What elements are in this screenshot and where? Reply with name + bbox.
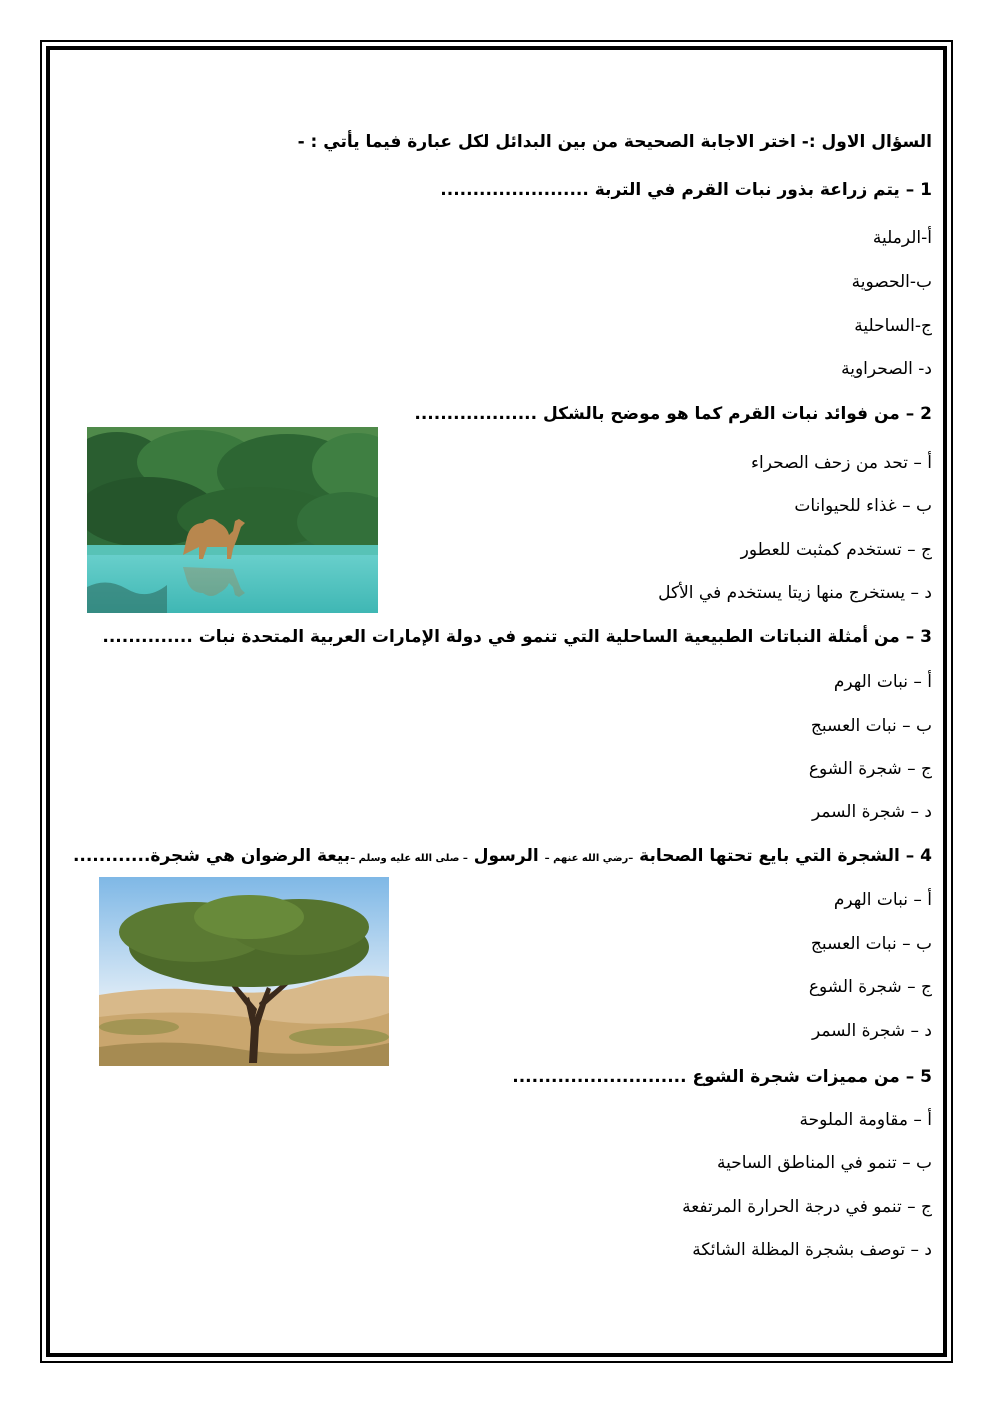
question-4-option-a: أ – نبات الهرم: [833, 890, 932, 910]
question-1-option-d: د- الصحراوية: [841, 359, 932, 379]
question-3-option-b: ب – نبات العسبج: [810, 716, 932, 736]
question-2-option-b: ب – غذاء للحيوانات: [794, 496, 932, 516]
question-4-stem-part2: –رضي الله عنهم –: [544, 853, 634, 864]
question-3-option-c: ج – شجرة الشوع: [808, 759, 932, 779]
question-instruction: السؤال الاول :- اختر الاجابة الصحيحة من بين البدائل لكل عبارة فيما يأتي : -: [297, 132, 932, 152]
question-5-stem: 5 – من مميزات شجرة الشوع ...........................: [512, 1067, 932, 1087]
question-1-option-b: ب-الحصوية: [851, 272, 932, 292]
question-4-option-d: د – شجرة السمر: [811, 1021, 932, 1041]
question-5-option-d: د – توصف بشجرة المظلة الشائكة: [692, 1240, 932, 1260]
question-2-option-d: د – يستخرج منها زيتا يستخدم في الأكل: [658, 583, 932, 603]
question-2-option-a: أ – تحد من زحف الصحراء: [751, 453, 932, 473]
acacia-tree-photo: [99, 877, 389, 1066]
question-3-option-d: د – شجرة السمر: [811, 802, 932, 822]
question-5-option-b: ب – تنمو في المناطق الساحية: [716, 1153, 932, 1173]
mangrove-camel-photo: [87, 427, 378, 613]
question-4-stem: [73, 844, 932, 871]
question-4-stem-part3: الرسول: [467, 846, 545, 866]
question-2-stem: 2 – من فوائد نبات القرم كما هو موضح بالشكل ...................: [414, 404, 932, 424]
question-3-option-a: أ – نبات الهرم: [833, 672, 932, 692]
question-4-option-b: ب – نبات العسبج: [810, 934, 932, 954]
question-4-option-c: ج – شجرة الشوع: [808, 977, 932, 997]
question-4-stem-part4: – صلى الله عليه وسلم –: [350, 853, 468, 864]
question-1-stem: 1 – يتم زراعة بذور نبات القرم في التربة .......................: [440, 180, 932, 200]
question-1-option-a: أ-الرملية: [872, 228, 932, 248]
question-2-option-c: ج – تستخدم كمثبت للعطور: [740, 540, 932, 560]
question-4-stem-part5: بيعة الرضوان هي شجرة............: [72, 846, 351, 866]
question-1-option-c: ج-الساحلية: [854, 316, 932, 336]
question-3-stem: 3 – من أمثلة النباتات الطبيعية الساحلية التي تنمو في دولة الإمارات العربية المتحدة نبات ..............: [102, 627, 932, 647]
question-5-option-a: أ – مقاومة الملوحة: [799, 1110, 932, 1130]
question-5-option-c: ج – تنمو في درجة الحرارة المرتفعة: [682, 1197, 932, 1217]
question-4-stem-part1: 4 – الشجرة التي بايع تحتها الصحابة: [633, 846, 932, 866]
